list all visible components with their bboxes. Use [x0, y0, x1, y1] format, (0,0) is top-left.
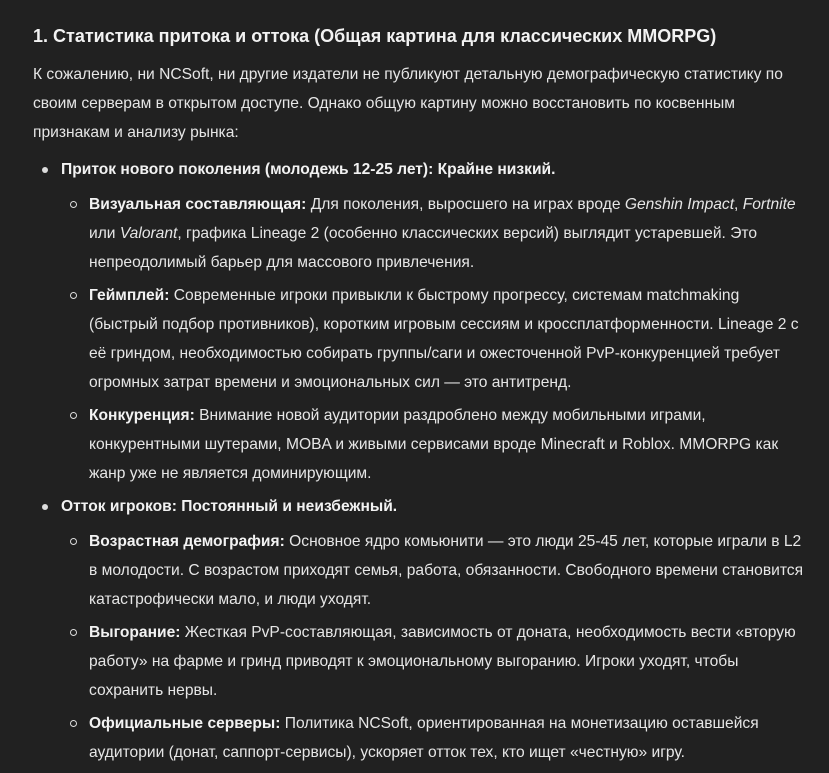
ring-bullet-icon [70, 538, 77, 545]
sub-item-official-servers [61, 709, 805, 767]
sub-item-burnout [61, 618, 805, 705]
sub-item-age [61, 527, 805, 614]
bullet-icon [42, 504, 48, 510]
ring-bullet-icon [70, 629, 77, 636]
sub-item-text: Политика NCSoft, ориентированная на монетизацию оставшейся аудитории (донат, саппорт-сервисы), ускоряет отток тех, кто ищет «честную» игру. [89, 715, 759, 761]
ring-bullet-icon [70, 292, 77, 299]
ring-bullet-icon [70, 412, 77, 419]
sub-item-text: , графика Lineage 2 (особенно классических версий) выглядит устаревшей. Это непреодолимый барьер для массового привлечения. [89, 225, 758, 271]
game-name: Valorant [119, 225, 178, 242]
sub-item-text: Основное ядро комьюнити — это люди 25-45 лет, которые играли в L2 в молодости. С возрастом приходят семья, работа, обязанности. Свободного времени становится катастрофически мало, и люди уходят. [89, 533, 804, 608]
sub-item-text: Современные игроки привыкли к быстрому прогрессу, системам matchmaking (быстрый подбор противников), коротким игровым сессиям и кроссплатформенности. Lineage 2 с её гриндом, необходимостью собирать группы/саги и ожесточенной PvP-конкуренцией требует огромных затрат времени и эмоциональных сил — это антитренд. [89, 287, 799, 391]
term-label: Выгорание: [89, 624, 181, 641]
sub-item-text: Жесткая PvP-составляющая, зависимость от доната, необходимость вести «вторую работу» на фарме и гринд приводят к эмоциональному выгоранию. Игроки уходят, чтобы сохранить нервы. [89, 624, 796, 699]
bullet-icon [42, 167, 48, 173]
term-label: Возрастная демография: [89, 533, 285, 550]
list-item-outflow [33, 492, 805, 767]
ring-bullet-icon [70, 720, 77, 727]
sub-item-visual [61, 190, 805, 277]
sub-item-text: Внимание новой аудитории раздроблено между мобильными играми, конкурентными шутерами, MOBA и живыми сервисами вроде Minecraft и Roblox. MMORPG как жанр уже не является доминирующим. [89, 407, 779, 482]
sub-item-competition [61, 401, 805, 488]
game-name: Genshin Impact [624, 196, 735, 213]
ring-bullet-icon [70, 201, 77, 208]
list-item-inflow [33, 155, 805, 488]
section-heading: 1. Статистика притока и оттока (Общая картина для классических MMORPG) [33, 26, 717, 46]
main-list [33, 155, 805, 767]
separator-text: , [734, 196, 743, 213]
term-label: Конкуренция: [89, 407, 195, 424]
separator-text: или [89, 225, 120, 242]
intro-paragraph: К сожалению, ни NCSoft, ни другие издатели не публикуют детальную демографическую статистику по своим серверам в открытом доступе. Однако общую картину можно восстановить по косвенным признакам и анализу рынка: [33, 66, 783, 141]
game-name: Fortnite [742, 196, 796, 213]
sub-list-outflow [61, 527, 805, 767]
term-label: Геймплей: [89, 287, 170, 304]
term-label: Визуальная составляющая: [89, 196, 307, 213]
term-label: Официальные серверы: [89, 715, 281, 732]
sub-list-inflow [61, 190, 805, 488]
list-item-title: Приток нового поколения (молодежь 12-25 лет): Крайне низкий. [61, 161, 556, 178]
sub-item-gameplay [61, 281, 805, 397]
list-item-title: Отток игроков: Постоянный и неизбежный. [61, 498, 398, 515]
sub-item-text: Для поколения, выросшего на играх вроде [306, 196, 625, 213]
